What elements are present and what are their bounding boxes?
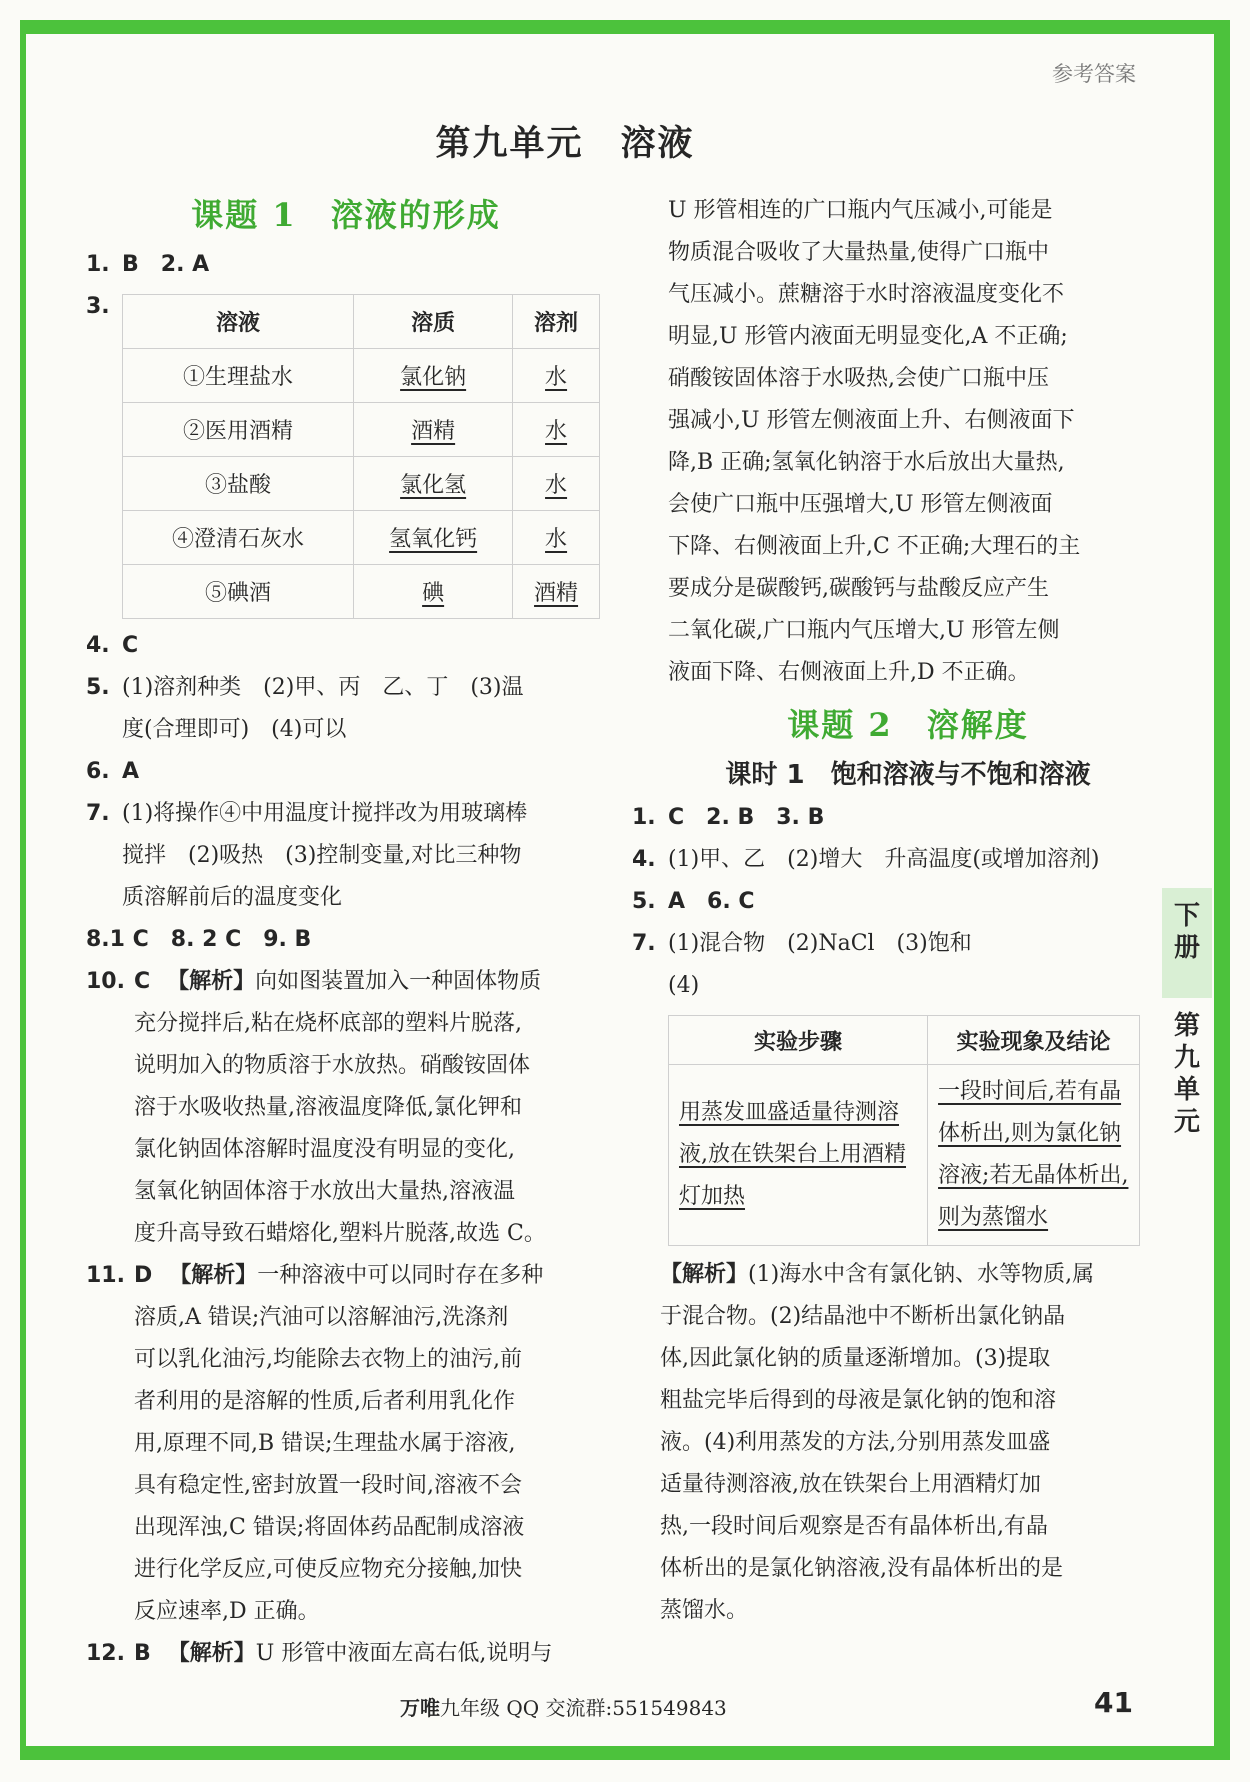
answer-5 <box>86 667 606 709</box>
right-column <box>632 190 1148 1632</box>
answer-number: 7. <box>632 931 656 956</box>
lesson-title: 课题 1 溶液的形成 <box>191 196 501 234</box>
answer-text-cont: (4) <box>668 973 700 998</box>
answer-line: 于混合物。(2)结晶池中不断析出氯化钠晶 <box>660 1304 1066 1329</box>
answer-line: 进行化学反应,可使反应物充分接触,加快 <box>134 1557 522 1582</box>
table-cell: 氯化钠 <box>400 365 467 390</box>
answer-line: 适量待测溶液,放在铁架台上用酒精灯加 <box>660 1472 1041 1497</box>
answer-line: 说明加入的物质溶于水放热。硝酸铵固体 <box>134 1053 531 1078</box>
table-header-row <box>123 295 600 349</box>
answer-1 <box>86 244 606 286</box>
page-number: 41 <box>1094 1686 1133 1719</box>
table-row <box>123 349 600 403</box>
answer-line: 可以乳化油污,均能除去衣物上的油污,前 <box>134 1347 522 1372</box>
answer-line: 溶质,A 错误;汽油可以溶解油污,洗涤剂 <box>134 1305 509 1330</box>
answer-line: 具有稳定性,密封放置一段时间,溶液不会 <box>134 1473 522 1498</box>
answer-number: 7. <box>86 801 110 826</box>
answer-12 <box>86 1633 606 1675</box>
lesson-subtitle: 课时 1 饱和溶液与不饱和溶液 <box>725 760 1091 790</box>
analysis-tag: 【解析】 <box>167 1641 256 1666</box>
table-header: 溶液 <box>123 295 354 349</box>
answer-text-cont: 搅拌 (2)吸热 (3)控制变量,对比三种物 <box>122 843 522 868</box>
answer-line: 出现浑浊,C 错误;将固体药品配制成溶液 <box>134 1515 525 1540</box>
answer-text: A <box>122 759 140 784</box>
answer-text: (1)将操作④中用温度计搅拌改为用玻璃棒 <box>122 801 528 826</box>
answer-number: 1. <box>632 805 656 830</box>
answer-text-cont: 度(合理即可) (4)可以 <box>122 717 347 742</box>
answer-line: 明显,U 形管内液面无明显变化,A 不正确; <box>668 324 1068 349</box>
answer-text: (1)混合物 (2)NaCl (3)饱和 <box>668 931 972 956</box>
answer-4 <box>632 839 1148 881</box>
table-cell: ③盐酸 <box>123 457 354 511</box>
table-cell: 一段时间后,若有晶体析出,则为氯化钠溶液;若无晶体析出,则为蒸馏水 <box>938 1079 1129 1230</box>
frame-top-bar <box>20 20 1230 34</box>
answer-line: 物质混合吸收了大量热量,使得广口瓶中 <box>668 240 1049 265</box>
table-cell: 氯化氢 <box>400 473 467 498</box>
answer-line: 反应速率,D 正确。 <box>134 1599 320 1624</box>
answer-line: 要成分是碳酸钙,碳酸钙与盐酸反应产生 <box>668 576 1049 601</box>
answer-text: (1)甲、乙 (2)增大 升高温度(或增加溶剂) <box>668 847 1100 872</box>
frame-left-bar <box>20 20 26 1760</box>
table-header: 实验现象及结论 <box>928 1016 1140 1065</box>
analysis-text: (1)海水中含有氯化钠、水等物质,属 <box>748 1262 1095 1287</box>
solution-table <box>122 294 600 619</box>
answer-line: 粗盐完毕后得到的母液是氯化钠的饱和溶 <box>660 1388 1057 1413</box>
table-header: 溶质 <box>354 295 513 349</box>
table-row <box>123 565 600 619</box>
table-cell: 酒精 <box>411 419 456 444</box>
lesson-title: 课题 2 溶解度 <box>787 706 1029 744</box>
left-column <box>86 190 606 1675</box>
answer-8 <box>86 919 606 961</box>
answer-number: 1. <box>86 252 110 277</box>
side-tab-unit: 第九单元 <box>1173 1011 1200 1137</box>
answer-4 <box>86 625 606 667</box>
footer <box>400 1692 727 1721</box>
side-tab-volume: 下册 <box>1173 901 1200 963</box>
table-cell: 水 <box>545 473 568 498</box>
analysis-tag: 【解析】 <box>169 1263 258 1288</box>
answer-number: 5. <box>632 889 656 914</box>
answer-line: 下降、右侧液面上升,C 不正确;大理石的主 <box>668 534 1081 559</box>
frame-bottom-bar <box>20 1746 1230 1760</box>
answer-line: 者利用的是溶解的性质,后者利用乳化作 <box>134 1389 515 1414</box>
answer-line: 硝酸铵固体溶于水吸热,会使广口瓶中压 <box>668 366 1049 391</box>
answer-5 <box>632 881 1148 923</box>
answer-number: 6. <box>86 759 110 784</box>
answer-text: B 2. A <box>122 252 210 277</box>
answer-line: 强减小,U 形管左侧液面上升、右侧液面下 <box>668 408 1075 433</box>
table-cell: ②医用酒精 <box>123 403 354 457</box>
answer-text: 向如图装置加入一种固体物质 <box>255 969 542 994</box>
answer-6 <box>86 751 606 793</box>
table-header: 溶剂 <box>513 295 600 349</box>
unit-title: 第九单元 溶液 <box>435 124 695 164</box>
answer-line: 用,原理不同,B 错误;生理盐水属于溶液, <box>134 1431 516 1456</box>
table-cell: 碘 <box>422 581 445 606</box>
table-header-row <box>669 1016 1140 1065</box>
answer-line: 蒸馏水。 <box>660 1598 749 1623</box>
answer-number: 5. <box>86 675 110 700</box>
answer-number: 11. <box>86 1263 125 1288</box>
table-row <box>669 1065 1140 1246</box>
answer-11 <box>86 1255 606 1297</box>
answer-7 <box>632 923 1148 965</box>
answer-line: 降,B 正确;氢氧化钠溶于水后放出大量热, <box>668 450 1065 475</box>
answer-line: 体,因此氯化钠的质量逐渐增加。(3)提取 <box>660 1346 1051 1371</box>
table-cell: ⑤碘酒 <box>123 565 354 619</box>
answer-number: 3. <box>86 294 110 319</box>
table-cell: 水 <box>545 419 568 444</box>
answer-line: U 形管相连的广口瓶内气压减小,可能是 <box>668 198 1053 223</box>
answer-line: 氯化钠固体溶解时温度没有明显的变化, <box>134 1137 515 1162</box>
answer-number: 10. <box>86 969 125 994</box>
answer-choice: B <box>134 1641 151 1666</box>
answer-text-cont: 质溶解前后的温度变化 <box>122 885 343 910</box>
table-cell: 氢氧化钙 <box>389 527 478 552</box>
answer-7 <box>86 793 606 835</box>
answer-line: 溶于水吸收热量,溶液温度降低,氯化钾和 <box>134 1095 522 1120</box>
table-cell: 用蒸发皿盛适量待测溶液,放在铁架台上用酒精灯加热 <box>679 1100 906 1209</box>
answer-choice: D <box>134 1263 153 1288</box>
footer-brand: 万唯 <box>400 1696 440 1720</box>
table-row <box>123 403 600 457</box>
table-cell: ①生理盐水 <box>123 349 354 403</box>
answer-text: A 6. C <box>668 889 755 914</box>
answer-choice: C <box>134 969 151 994</box>
table-header: 实验步骤 <box>669 1016 928 1065</box>
answer-line: 二氧化碳,广口瓶内气压增大,U 形管左侧 <box>668 618 1060 643</box>
answer-number: 12. <box>86 1641 125 1666</box>
answer-text: U 形管中液面左高右低,说明与 <box>255 1641 553 1666</box>
experiment-table <box>668 1015 1140 1246</box>
answer-number: 8. <box>86 927 110 952</box>
answer-10 <box>86 961 606 1003</box>
answer-1 <box>632 797 1148 839</box>
header-note: 参考答案 <box>1052 62 1136 86</box>
answer-text: C <box>122 633 139 658</box>
table-cell: 水 <box>545 365 568 390</box>
table-cell: ④澄清石灰水 <box>123 511 354 565</box>
answer-line: 气压减小。蔗糖溶于水时溶液温度变化不 <box>668 282 1065 307</box>
answer-line: 会使广口瓶中压强增大,U 形管左侧液面 <box>668 492 1053 517</box>
table-row <box>123 457 600 511</box>
footer-text: 九年级 QQ 交流群:551549843 <box>440 1696 727 1720</box>
answer-text: C 2. B 3. B <box>668 805 825 830</box>
answer-line: 充分搅拌后,粘在烧杯底部的塑料片脱落, <box>134 1011 522 1036</box>
answer-line: 液面下降、右侧液面上升,D 不正确。 <box>668 660 1030 685</box>
answer-line: 度升高导致石蜡熔化,塑料片脱落,故选 C。 <box>134 1221 546 1246</box>
table-row <box>123 511 600 565</box>
analysis-paragraph <box>660 1254 1148 1296</box>
answer-number: 4. <box>86 633 110 658</box>
answer-text: (1)溶剂种类 (2)甲、丙 乙、丁 (3)温 <box>122 675 524 700</box>
answer-line: 热,一段时间后观察是否有晶体析出,有晶 <box>660 1514 1048 1539</box>
answer-line: 液。(4)利用蒸发的方法,分别用蒸发皿盛 <box>660 1430 1051 1455</box>
answer-text: 一种溶液中可以同时存在多种 <box>257 1263 544 1288</box>
frame-right-bar <box>1214 20 1230 1760</box>
answer-line: 体析出的是氯化钠溶液,没有晶体析出的是 <box>660 1556 1063 1581</box>
analysis-tag: 【解析】 <box>167 969 256 994</box>
table-cell: 水 <box>545 527 568 552</box>
answer-number: 4. <box>632 847 656 872</box>
analysis-tag: 【解析】 <box>660 1262 749 1287</box>
answer-line: 氢氧化钠固体溶于水放出大量热,溶液温 <box>134 1179 515 1204</box>
answer-text: 1 C 8. 2 C 9. B <box>109 927 312 952</box>
table-cell: 酒精 <box>534 581 579 606</box>
